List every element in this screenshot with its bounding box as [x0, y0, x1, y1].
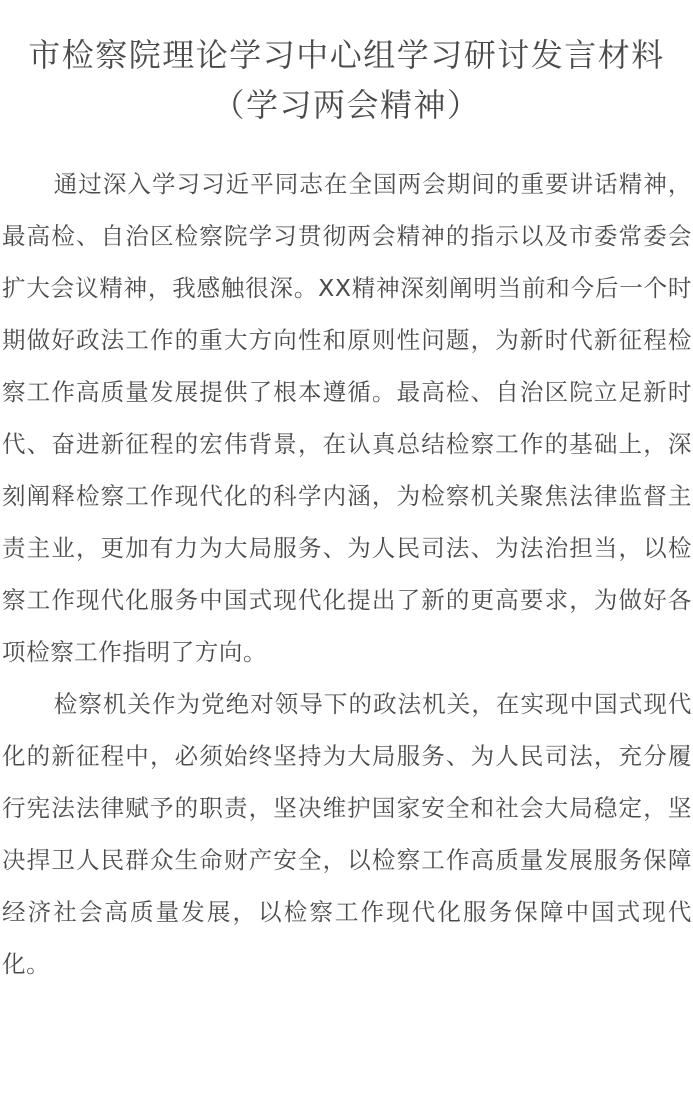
document-body — [2, 158, 692, 990]
paragraph-2: 检察机关作为党绝对领导下的政法机关，在实现中国式现代化的新征程中，必须始终坚持为大局服务、为人民司法，充分履行宪法法律赋予的职责，坚决维护国家安全和社会大局稳定，坚决捍卫人民群众生命财产安全，以检察工作高质量发展服务保障经济社会高质量发展，以检察工作现代化服务保障中国式现代化。 — [2, 690, 692, 978]
document-title — [0, 30, 693, 130]
paragraph-1: 通过深入学习习近平同志在全国两会期间的重要讲话精神，最高检、自治区检察院学习贯彻两会精神的指示以及市委常委会扩大会议精神，我感触很深。XX精神深刻阐明当前和今后一个时期做好政法工作的重大方向性和原则性问题，为新时代新征程检察工作高质量发展提供了根本遵循。最高检、自治区院立足新时代、奋进新征程的宏伟背景，在认真总结检察工作的基础上，深刻阐释检察工作现代化的科学内涵，为检察机关聚焦法律监督主责主业，更加有力为大局服务、为人民司法、为法治担当，以检察工作现代化服务中国式现代化提出了新的更高要求，为做好各项检察工作指明了方向。 — [2, 170, 692, 666]
title-line-subtitle: （学习两会精神） — [212, 86, 481, 124]
title-line-main: 市检察院理论学习中心组学习研讨发言材料 — [28, 36, 665, 74]
